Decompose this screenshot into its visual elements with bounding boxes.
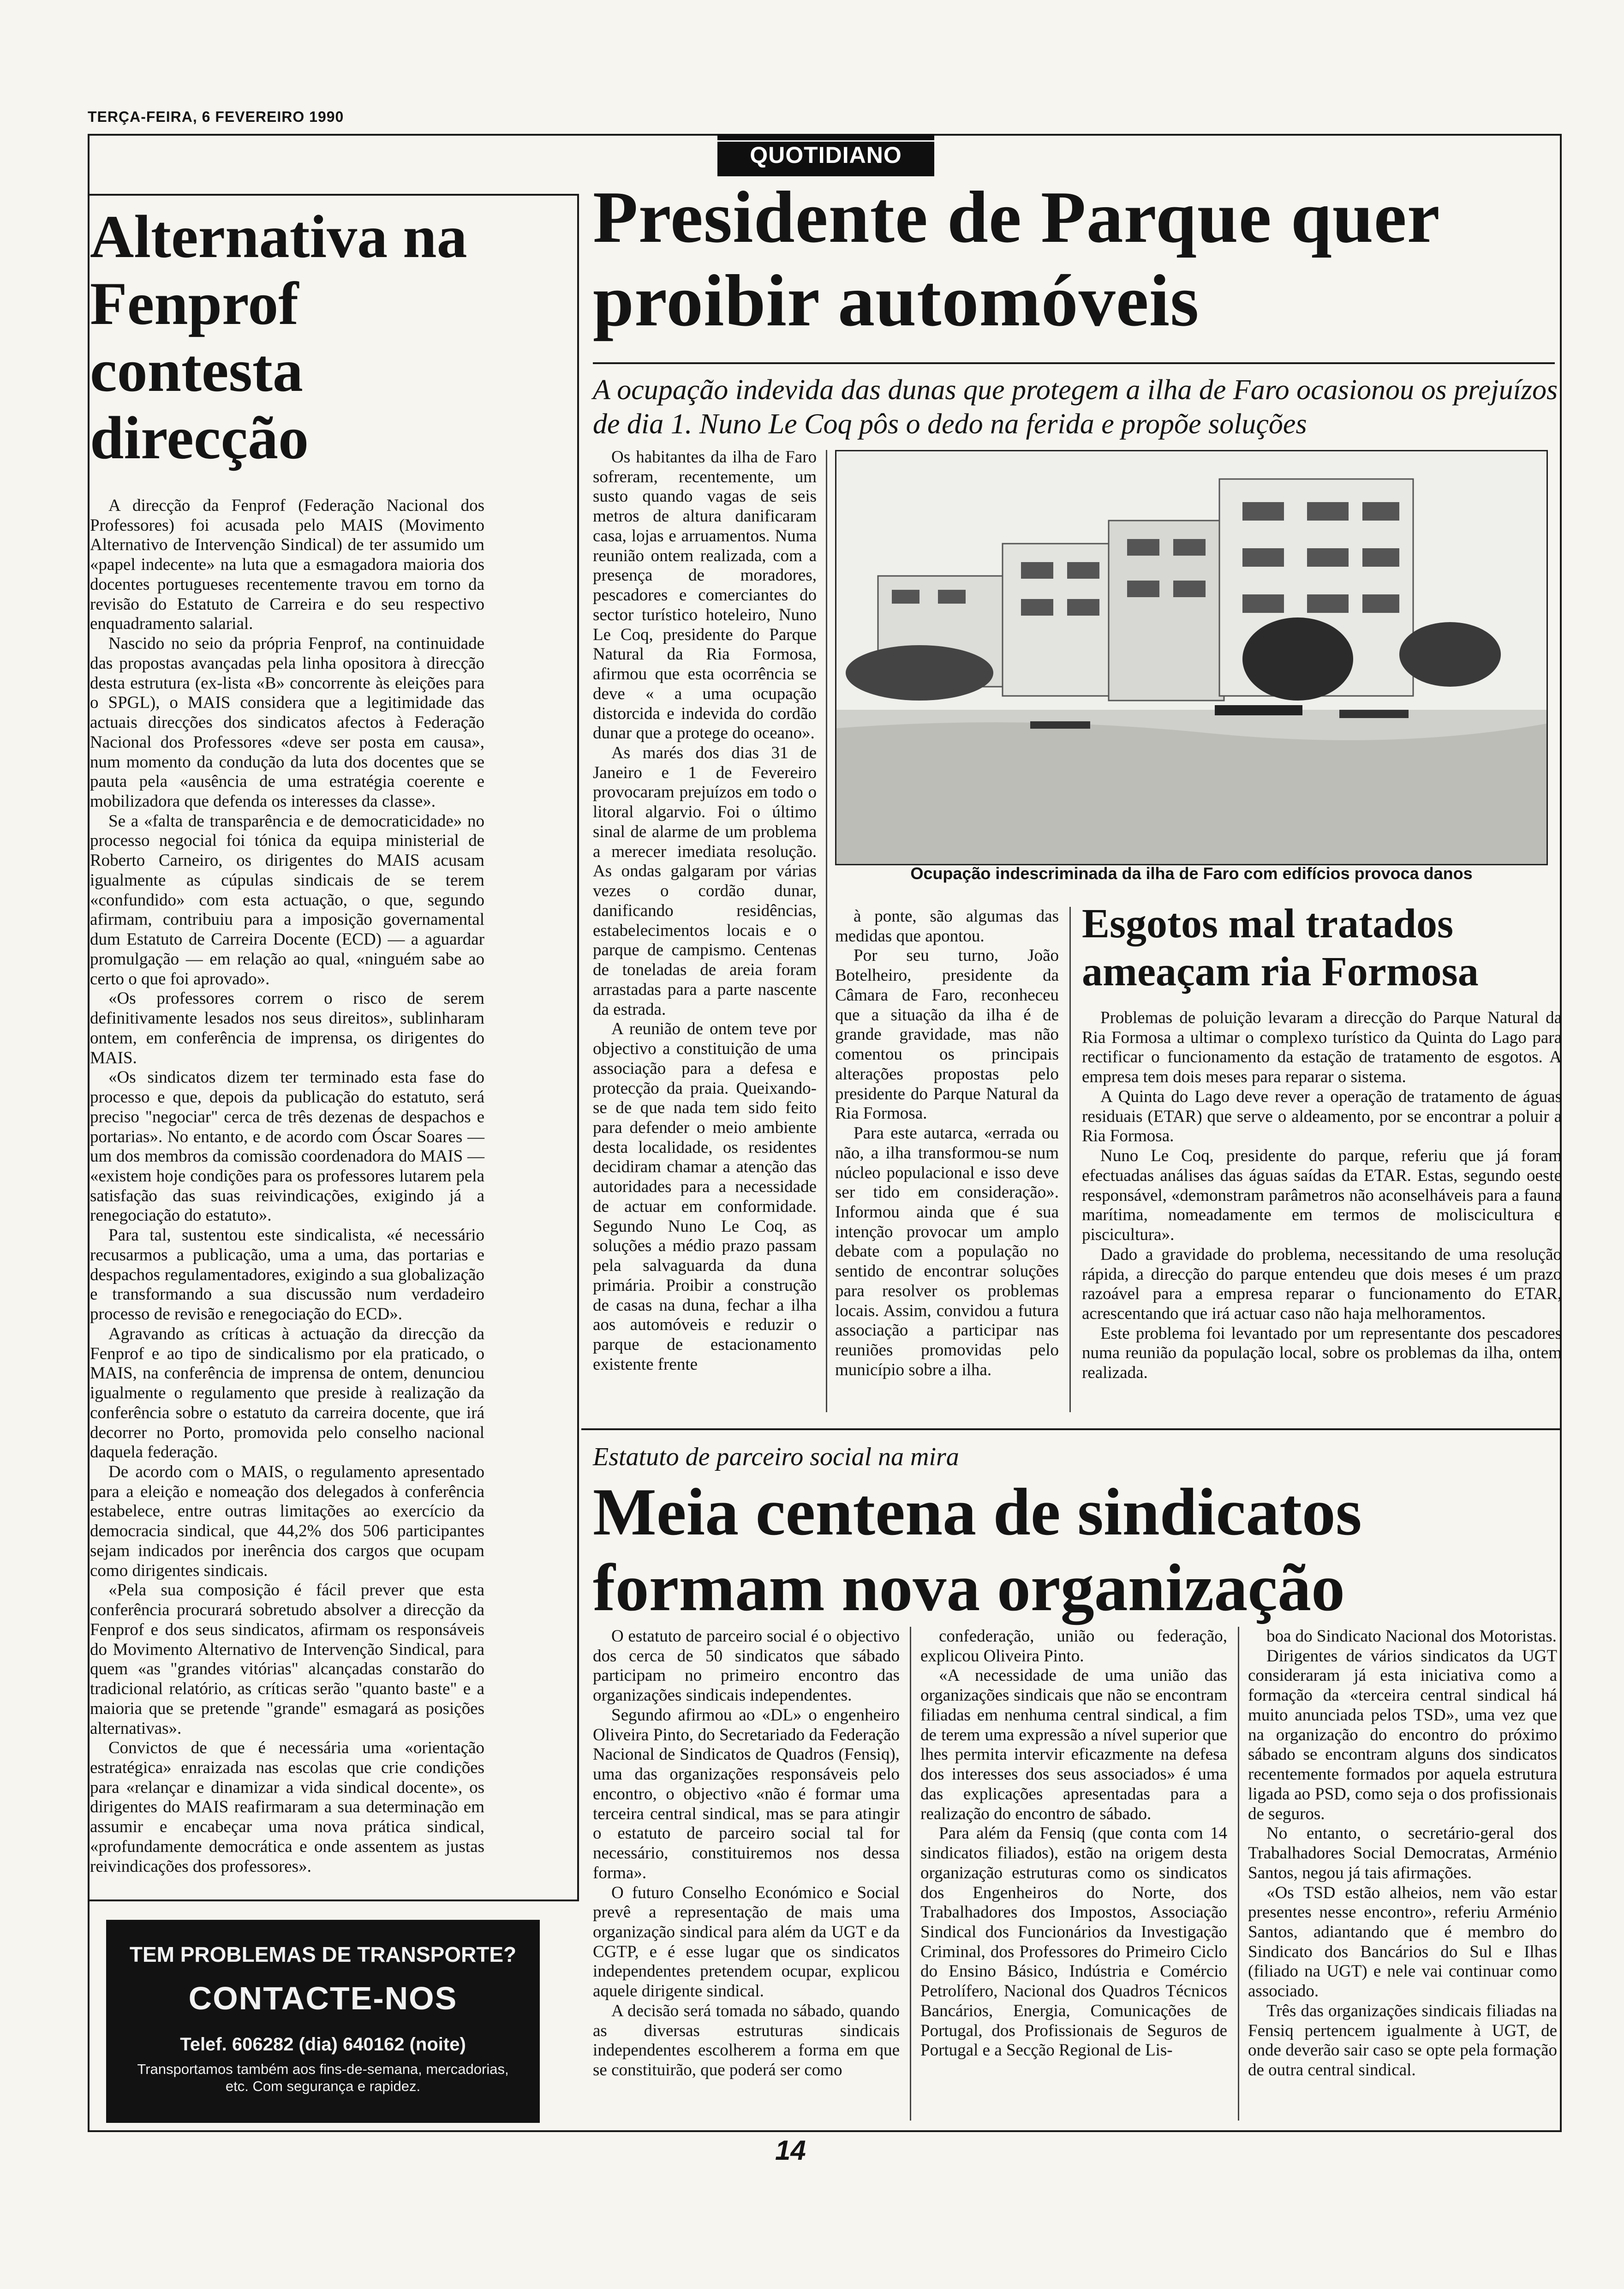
headline-rule bbox=[593, 362, 1555, 364]
bottom-article-col-1 bbox=[593, 1627, 900, 2080]
paragraph: O estatuto de parceiro social é o objectivo dos cerca de 50 sindicatos que sábado participam no primeiro encontro das organizações sindicais independentes. bbox=[593, 1627, 900, 1705]
paragraph: «Os sindicatos dizem ter terminado esta fase do processo e que, depois da publicação do estatuto, será preciso "negociar" cerca de três dezenas de despachos e portarias». No entanto, e de acordo com Óscar Soares — um dos membros da comissão coordenadora do MAIS — «existem hoje condições para os professores lutarem pela satisfação das suas reivindicações, exigindo já a renegociação do estatuto». bbox=[90, 1068, 484, 1225]
paragraph: Problemas de poluição levaram a direcção do Parque Natural da Ria Formosa a ultimar o complexo turístico da Quinta do Lago para rectificar o funcionamento da estação de tratamento de esgotos. A empresa tem dois meses para reparar o sistema. bbox=[1082, 1008, 1562, 1087]
paragraph: Por seu turno, João Botelheiro, presidente da Câmara de Faro, reconheceu que a situação da ilha é de grande gravidade, mas não comentou os principais alterações propostas pelo presidente do Parque Natural da Ria Formosa. bbox=[835, 946, 1059, 1123]
paragraph: à ponte, são algumas das medidas que apontou. bbox=[835, 907, 1059, 946]
paragraph: De acordo com o MAIS, o regulamento apresentado para a eleição e nomeação dos delegados à conferência estabelece, entre outras limitações ao exercício da democracia sindical, que 44,2% dos 506 participantes sejam indicados por inerência dos cargos que ocupam como dirigentes sindicais. bbox=[90, 1462, 484, 1580]
bottom-headline: Meia centena de sindicatos formam nova organização bbox=[593, 1474, 1362, 1625]
paragraph: Para tal, sustentou este sindicalista, «é necessário recusarmos a publicação, uma a uma, das portarias e despachos regulamentadores, exigindo a sua globalização e transformando a sua discussão num verdadeiro processo de revisão e renegociação do ECD». bbox=[90, 1226, 484, 1324]
paragraph: Para este autarca, «errada ou não, a ilha transformou-se num núcleo populacional e isso deve ser tido em consideração». Informou ainda que é sua intenção provocar um amplo debate com a população no sentido de encontrar soluções para resolver os problemas locais. Assim, convidou a futura associação a participar nas reuniões promovidas pelo município sobre a ilha. bbox=[835, 1124, 1059, 1379]
faro-island-photo bbox=[835, 450, 1548, 865]
paragraph: No entanto, o secretário-geral dos Trabalhadores Social Democratas, Arménio Santos, negou já tais afirmações. bbox=[1248, 1824, 1557, 1882]
paragraph: «Os TSD estão alheios, nem vão estar presentes nesse encontro», referiu Arménio Santos, adiantando que é membro do Sindicato dos Bancários do Sul e Ilhas (filiado na UGT) e nele vai continuar como associado. bbox=[1248, 1883, 1557, 2001]
paragraph: As marés dos dias 31 de Janeiro e 1 de Fevereiro provocaram prejuízos em todo o litoral algarvio. Foi o último sinal de alarme de um problema a merecer imediata resolução. As ondas galgaram por várias vezes o cordão dunar, danificando residências, estabelecimentos locais e o parque de campismo. Centenas de toneladas de areia foram arrastadas para a parte nascente da estrada. bbox=[593, 743, 817, 1019]
paragraph: «A necessidade de uma união das organizações sindicais que não se encontram filiadas em nenhuma central sindical, a fim de terem uma expressão a nível superior que lhes permita intervir eficazmente na defesa dos interesses dos seus associados» é uma das explicações apresentadas para a realização do encontro de sábado. bbox=[920, 1666, 1227, 1823]
paragraph: Nascido no seio da própria Fenprof, na continuidade das propostas avançadas pela linha opositora à direcção desta estrutura (ex-lista «B» concorrente às eleições para o SPGL), o MAIS considera que a legitimidade das actuais direcções dos sindicatos afectos à Federação Nacional dos Professores «deve ser posta em causa», num momento da condução da luta dos docentes que se pauta pela «ausência de uma estratégia coerente e mobilizadora que defenda os interesses da classe». bbox=[90, 634, 484, 811]
paragraph: boa do Sindicato Nacional dos Motoristas. bbox=[1266, 1627, 1557, 1646]
transport-ad bbox=[106, 1920, 540, 2123]
paragraph: confederação, união ou federação, explicou Oliveira Pinto. bbox=[920, 1627, 1227, 1666]
ad-line-1: TEM PROBLEMAS DE TRANSPORTE? bbox=[129, 1942, 517, 1966]
paragraph: Os habitantes da ilha de Faro sofreram, recentemente, um susto quando vagas de seis metros de altura danificaram casa, lojas e arruamentos. Numa reunião ontem realizada, com a presença de moradores, pescadores e comerciantes do sector turístico hoteleiro, Nuno Le Coq, presidente do Parque Natural da Ria Formosa, afirmou que esta ocorrência se deve « a uma ocupação distorcida e indevida do cordão dunar que a protege do oceano». bbox=[593, 448, 817, 743]
ad-note: Transportamos também aos fins-de-semana, mercadorias, etc. Com segurança e rapidez. bbox=[137, 2061, 509, 2095]
main-article-col-2 bbox=[835, 907, 1059, 1380]
paragraph: Agravando as críticas à actuação da direcção da Fenprof e ao tipo de sindicalismo por ela praticado, o MAIS, na conferência de imprensa de ontem, denunciou igualmente o regulamento que preside à realização da conferência sobre o estatuto da carreira docente, que irá decorrer no Porto, promovida pelo conselho nacional daquela federação. bbox=[90, 1324, 484, 1462]
paragraph: A Quinta do Lago deve rever a operação de tratamento de águas residuais (ETAR) que serve o aldeamento, por se encontrar a poluir a Ria Formosa. bbox=[1082, 1087, 1562, 1146]
paragraph: A reunião de ontem teve por objectivo a constituição de uma associação para a defesa e protecção da praia. Queixando-se de que nada tem sido feito para defender o meio ambiente desta localidade, os residentes decidiram chamar a atenção das autoridades para a necessidade de actuar em conformidade. Segundo Nuno Le Coq, as soluções a médio prazo passam pela salvaguarda da duna primária. Proibir a construção de casas na duna, fechar a ilha aos automóveis e reduzir o parque de estacionamento existente frente bbox=[593, 1019, 817, 1374]
main-article-col-1 bbox=[593, 448, 817, 1375]
paragraph: Se a «falta de transparência e de democraticidade» no processo negocial foi tónica da equipa ministerial de Roberto Carneiro, os dirigentes do MAIS acusam igualmente as cúpulas sindicais de se terem «confundido» com esta actuação, o que, segundo afirmam, contribuiu para a imposição governamental dum Estatuto de Carreira Docente (ECD) — a aguardar promulgação — em relação ao qual, «ninguém sabe ao certo o que foi aprovado». bbox=[90, 811, 484, 989]
paragraph: O futuro Conselho Económico e Social prevê a representação de mais uma organização sindical para além da UGT e da CGTP, e é esse lugar que os sindicatos independentes pretendem ocupar, explicou aquele dirigente sindical. bbox=[593, 1883, 900, 2001]
buildings-photo-illustration bbox=[836, 451, 1546, 864]
photo-caption: Ocupação indescriminada da ilha de Faro com edifícios provoca danos bbox=[910, 864, 1473, 883]
page-number: 14 bbox=[775, 2135, 806, 2166]
ad-line-2: CONTACTE-NOS bbox=[188, 1980, 458, 2016]
paragraph: Este problema foi levantado por um representante dos pescadores numa reunião da população local, sobre os problemas da ilha, ontem realizada. bbox=[1082, 1324, 1562, 1383]
paragraph: Para além da Fensiq (que conta com 14 sindicatos filiados), estão na origem desta organização estruturas como os sindicatos dos Engenheiros do Norte, dos Trabalhadores dos Impostos, Associação Sindical dos Funcionários da Investigação Criminal, dos Professores do Primeiro Ciclo do Ensino Básico, Indústria e Comércio Petrolífero, Nacional dos Quadros Técnicos Bancários, Energia, Comunicações de Portugal, dos Profissionais de Seguros de Portugal e a Secção Regional de Lis- bbox=[920, 1824, 1227, 2060]
paragraph: «Os professores correm o risco de serem definitivamente lesados nos seus direitos», sublinharam ontem, em conferência de imprensa, os dirigentes do MAIS. bbox=[90, 989, 484, 1067]
left-headline: Alternativa na Fenprof contesta direcção bbox=[90, 203, 467, 472]
paragraph: Dado a gravidade do problema, necessitando de uma resolução rápida, a direcção do parque entendeu que dois meses é um prazo razoável para a empresa reparar o funcionamento do ETAR, acrescentando que irá actuar caso não haja melhoramentos. bbox=[1082, 1245, 1562, 1324]
ad-phone: Telef. 606282 (dia) 640162 (noite) bbox=[180, 2034, 466, 2055]
sub-headline: Esgotos mal tratados ameaçam ria Formosa bbox=[1082, 901, 1479, 995]
paragraph: Nuno Le Coq, presidente do parque, referiu que já foram efectuadas análises das águas saídas da ETAR. Estas, segundo oeste responsável, «demonstram parâmetros não aconselháveis para a fauna marítima, nomeadamente em termos de moliscicultura e piscicultura». bbox=[1082, 1146, 1562, 1245]
column-rule bbox=[1238, 1627, 1239, 2121]
sub-article-body bbox=[1082, 1008, 1562, 1383]
bottom-kicker: Estatuto de parceiro social na mira bbox=[593, 1443, 959, 1471]
paragraph: Segundo afirmou ao «DL» o engenheiro Oliveira Pinto, do Secretariado da Federação Nacional de Sindicatos de Quadros (Fensiq), uma das organizações responsáveis pelo encontro, o objectivo «não é formar uma terceira central sindical, mas se para atingir o estatuto de parceiro social tal for necessário, constituiremos nos dessa forma». bbox=[593, 1705, 900, 1882]
paragraph: Convictos de que é necessária uma «orientação estratégica» enraizada nas escolas que crie condições para «relançar e dinamizar a vida sindical docente», os dirigentes do MAIS reafirmaram a sua determinação em assumir e encabeçar uma nova prática sindical, «profundamente democrática e onde assentem as justas reivindicações dos professores». bbox=[90, 1738, 484, 1876]
paragraph: Dirigentes de vários sindicatos da UGT consideraram já esta iniciativa como a formação da «terceira central sindical há muito anunciada pelos TSD», uma vez que na organização do encontro do próximo sábado se encontram alguns dos sindicatos recentemente formados por aquela estrutura ligada ao PSD, como seja o dos profissionais de seguros. bbox=[1248, 1646, 1557, 1823]
dateline: TERÇA-FEIRA, 6 FEVEREIRO 1990 bbox=[88, 108, 344, 125]
bottom-article-col-3 bbox=[1248, 1627, 1557, 2080]
paragraph: A decisão será tomada no sábado, quando as diversas estruturas sindicais independentes escolherem a forma em que se constituirão, que poderá ser como bbox=[593, 2001, 900, 2080]
paragraph: A direcção da Fenprof (Federação Nacional dos Professores) foi acusada pelo MAIS (Movimento Alternativo de Intervenção Sindical) de ter assumido um «papel indecente» na luta que a esmagadora maioria dos docentes portugueses recentemente travou em torno da revisão do Estatuto de Carreira e do seu respectivo enquadramento salarial. bbox=[90, 496, 484, 634]
bottom-article-col-2 bbox=[920, 1627, 1227, 2061]
left-article-body bbox=[90, 496, 484, 1876]
column-rule bbox=[1069, 907, 1071, 1412]
main-deck: A ocupação indevida das dunas que protegem a ilha de Faro ocasionou os prejuízos de dia 1. Nuno Le Coq pôs o dedo na ferida e propõe soluções bbox=[593, 374, 1558, 440]
section-divider bbox=[581, 1428, 1562, 1430]
section-label: QUOTIDIANO bbox=[750, 142, 902, 168]
column-rule bbox=[910, 1627, 911, 2121]
paragraph: «Pela sua composição é fácil prever que esta conferência procurará sobretudo absolver a direcção da Fenprof e dos seus sindicatos, afirmam os responsáveis do Movimento Alternativo de Intervenção Sindical, para quem «as "grandes vitórias" alcançadas constarão do tradicional relatório, as críticas serão "quanto baste" e a maioria que se pretende "grande" esmagará as posições alternativas». bbox=[90, 1581, 484, 1738]
main-headline: Presidente de Parque quer proibir automóveis bbox=[593, 176, 1439, 342]
paragraph: Três das organizações sindicais filiadas na Fensiq pertencem igualmente à UGT, de onde deverão sair caso se opte pela formação de outra central sindical. bbox=[1248, 2001, 1557, 2080]
column-rule bbox=[826, 450, 827, 1412]
section-tag bbox=[717, 134, 934, 176]
